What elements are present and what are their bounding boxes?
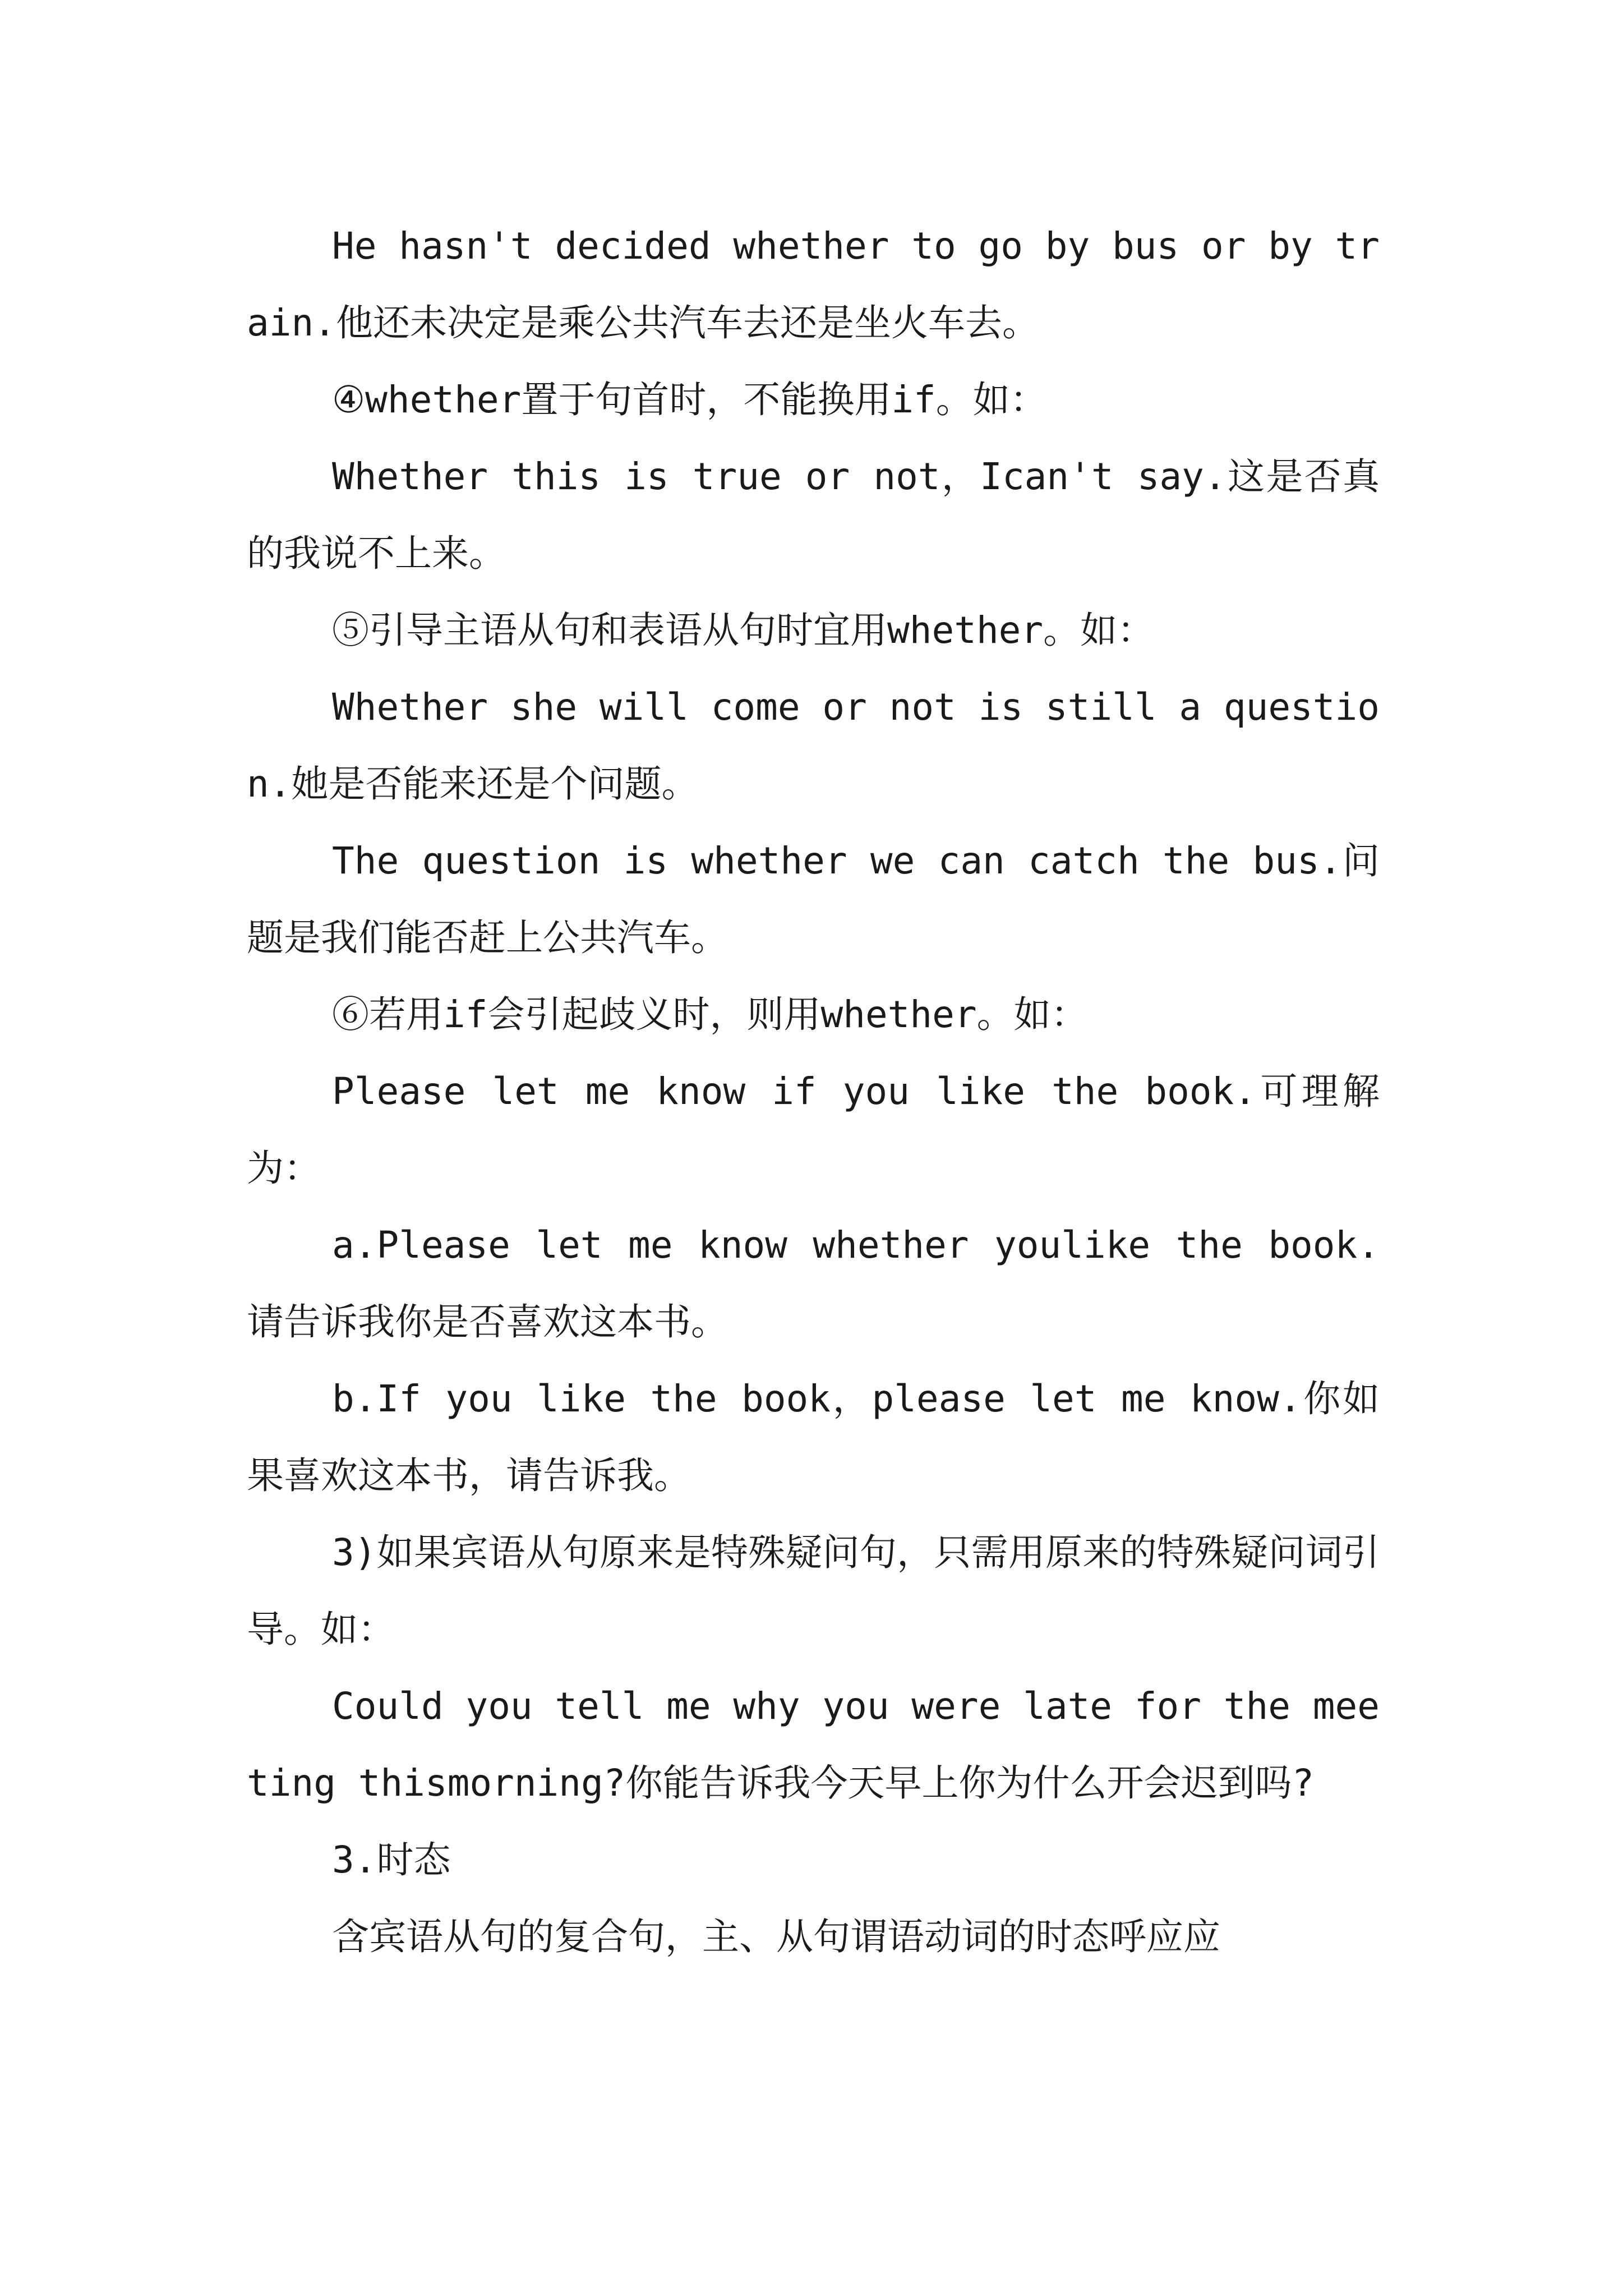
paragraph: 含宾语从句的复合句，主、从句谓语动词的时态呼应应 [332, 1915, 1220, 1958]
paragraph: a.Please let me know whether youlike the book.请告诉我你是否喜欢这本书。 [247, 1223, 1380, 1343]
paragraph: He hasn't decided whether to go by bus or by train.他还未决定是乘公共汽车去还是坐火车去。 [247, 224, 1380, 344]
paragraph: ⑥若用if会引起歧义时，则用whether。如： [332, 993, 1088, 1036]
paragraph: 3)如果宾语从句原来是特殊疑问句，只需用原来的特殊疑问词引导。如： [247, 1531, 1380, 1651]
paragraph: Whether she will come or not is still a question.她是否能来还是个问题。 [247, 685, 1380, 806]
document-body [247, 208, 1380, 1975]
paragraph: ⑤引导主语从句和表语从句时宜用whether。如： [332, 609, 1155, 652]
section-heading: 3.时态 [332, 1838, 451, 1881]
paragraph: Please let me know if you like the book.可理解为： [247, 1070, 1380, 1190]
paragraph: b.If you like the book，please let me know.你如果喜欢这本书，请告诉我。 [247, 1377, 1380, 1497]
paragraph: Could you tell me why you were late for the meeting thismorning?你能告诉我今天早上你为什么开会迟到吗? [247, 1685, 1380, 1805]
paragraph: The question is whether we can catch the bus.问题是我们能否赶上公共汽车。 [247, 839, 1380, 959]
paragraph: ④whether置于句首时，不能换用if。如： [332, 378, 1047, 421]
paragraph: Whether this is true or not，Ican't say.这是否真的我说不上来。 [247, 455, 1380, 575]
